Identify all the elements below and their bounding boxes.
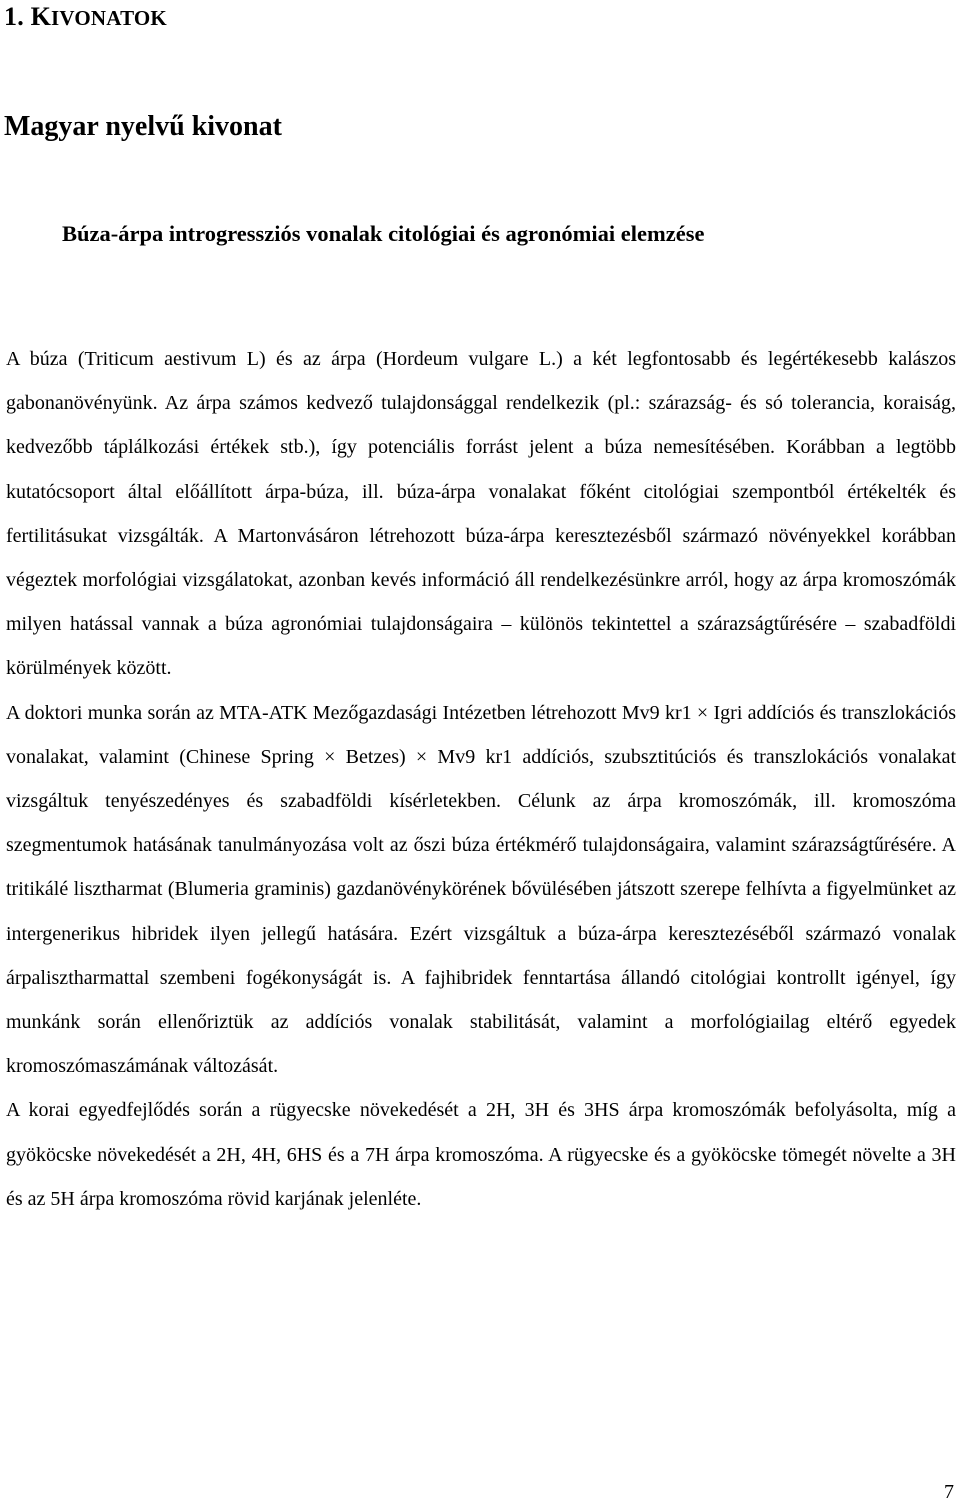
work-title: Búza-árpa introgressziós vonalak citológiai és agronómiai elemzése — [62, 221, 705, 246]
chapter-title — [4, 0, 167, 35]
paragraph-3: A korai egyedfejlődés során a rügyecske növekedését a 2H, 3H és 3HS árpa kromoszómák befolyásolta, míg a gyököcske növekedését a 2H, 4H, 6HS és a 7H árpa kromoszóma. A rügyecske és a gyököcske tömegét növelte a 3H és az 5H árpa kromoszóma rövid karjának jelenléte. — [6, 1099, 956, 1210]
section-title: Magyar nyelvű kivonat — [4, 111, 282, 142]
abstract-body — [6, 337, 956, 1221]
paragraph-2: A doktori munka során az MTA-ATK Mezőgazdasági Intézetben létrehozott Mv9 kr1 × Igri addíciós és transzlokációs vonalakat, valamint (Chinese Spring × Betzes) × Mv9 kr1 addíciós, szubsztitúciós és transzlokációs vonalakat vizsgáltuk tenyészedényes és szabadföldi kísérletekben. Célunk az árpa kromoszómák, ill. kromoszóma szegmentumok hatásának tanulmányozása volt az őszi búza értékmérő tulajdonságaira, valamint szárazságtűrésére. A tritikálé lisztharmat (Blumeria graminis) gazdanövénykörének bővülésében játszott szerepe felhívta a figyelmünket az intergenerikus hibridek ilyen jellegű hatására. Ezért vizsgáltuk a búza-árpa keresztezéséből származó vonalak árpalisztharmattal szembeni fogékonyságát is. A fajhibridek fenntartása állandó citológiai kontrollt igényel, így munkánk során ellenőriztük az addíciós vonalak stabilitását, valamint a morfológiailag eltérő egyedek kromoszómaszámának változását. — [6, 701, 956, 1078]
chapter-name-rest: IVONATOK — [51, 6, 167, 30]
page-number: 7 — [944, 1481, 954, 1503]
chapter-number: 1. — [4, 2, 24, 31]
chapter-initial: K — [30, 2, 52, 31]
paragraph-1: A búza (Triticum aestivum L) és az árpa (Hordeum vulgare L.) a két legfontosabb és legértékesebb kalászos gabonanövényünk. Az árpa számos kedvező tulajdonsággal rendelkezik (pl.: szárazság- és só tolerancia, koraiság, kedvezőbb táplálkozási értékek stb.), így potenciális forrást jelent a búza nemesítésében. Korábban a legtöbb kutatócsoport által előállított árpa-búza, ill. búza-árpa vonalakat főként citológiai szempontból értékelték és fertilitásukat vizsgálták. A Martonvásáron létrehozott búza-árpa keresztezésből származó növényekkel korábban végeztek morfológiai vizsgálatokat, azonban kevés információ áll rendelkezésünkre arról, hogy az árpa kromoszómák milyen hatással vannak a búza agronómiai tulajdonságaira – különös tekintettel a szárazságtűrésére – szabadföldi körülmények között. — [6, 348, 956, 680]
